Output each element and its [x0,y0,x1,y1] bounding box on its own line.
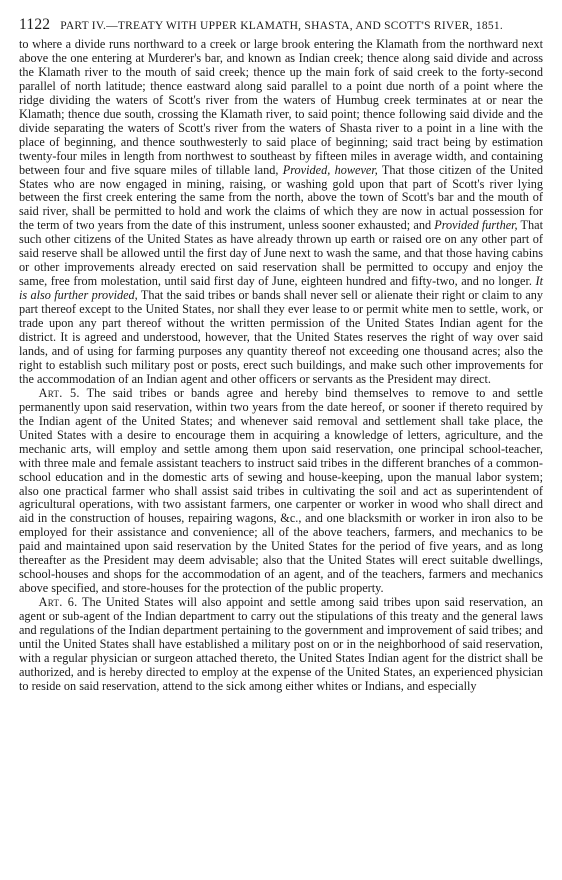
text-run: The United States will also appoint and settle among said tribes upon said reservation, an agent or sub-agent of the Indian department to carry out the stipulations of this treaty and the general laws and regulations of the Indian department pertaining to the government and improvement of said tribes; and until the United States shall have established a military post on or in the neighborhood of said reservation, with a regular physician or surgeon attached thereto, the United States Indian agent for the district shall be authorized, and is hereby directed to employ at the expense of the United States, an experienced physician to reside on said reservation, attend to the sick among either whites or Indians, and especially [19,595,543,693]
treaty-text [19,38,543,694]
text-run: That the said tribes or bands shall never sell or alienate their right or claim to any part thereof except to the United States, nor shall they ever lease to or permit white men to settle, work, or trade upon any part thereof without the written permission of the United States Indian agent for the district. It is agreed and understood, however, that the United States reserves the right of way over said lands, and of using for farming purposes any quantity thereof not exceeding one thousand acres; also the right to establish such military post or posts, erect such buildings, and make such other improvements for the accommodation of an Indian agent and other officers or servants as the President may direct. [19,288,543,386]
emphasis-text: It is also further provided, [19,274,543,303]
page-number: 1122 [19,16,51,33]
paragraph-article-6 [19,596,543,694]
emphasis-text: Provided further, [434,218,518,233]
page-header [19,12,543,38]
text-run: That those citizen of the United States who are now engaged in mining, raising, or washing gold upon that part of Scott's river lying between the first creek entering the same from the north, above the town of Scott's bar and the mouth of said river, shall be permitted to hold and work the claims of which they are now in actual possession for the term of two years from the date of this instrument, unless sooner exhausted; and [19,162,543,233]
paragraph-p1 [19,38,543,387]
running-head: PART IV.—TREATY WITH UPPER KLAMATH, SHASTA, AND SCOTT'S RIVER, 1851. [60,20,504,32]
emphasis-text: Provided, however, [282,162,378,177]
paragraph-article-5 [19,387,543,596]
text-run: That such other citizens of the United States as have already thrown up earth or raised ore on any other part of said reserve shall be allowed until the first day of June next to wash the same, and that those having cabins or other improvements already erected on said reservation shall be permitted to occupy and enjoy the same, free from molestation, until said first day of June, eighteen hundred and fifty-two, and no longer. [19,218,544,289]
article-label: Art. 5. [38,385,80,400]
article-label: Art. 6. [38,595,78,610]
text-run: to where a divide runs northward to a creek or large brook entering the Klamath from the northward next above the one entering at Murderer's bar, and known as Indian creek; thence along said divide and across the Klamath river to the mouth of said creek; thence up the main fork of said creek to the forty-second parallel of north latitude; thence eastward along said parallel to a point due north of a point where the ridge dividing the waters of Scott's river from the waters of Humbug creek terminates at or near the Klamath; thence due south, crossing the Klamath river, to said point; thence following said divide and the divide separating the waters of Scott's river from the waters of Shasta river to a point in a line with the place of beginning, and thence southwesterly to said place of beginning; said tract being by estimation twenty-four miles in length from northwest to southeast by fifteen miles in average width, and containing between four and five square miles of tillable land, [19,37,543,177]
text-run: The said tribes or bands agree and hereby bind themselves to remove to and settle permanently upon said reservation, within two years from the date hereof, or sooner if thereto required by the Indian agent of the United States; and whenever said removal and settlement shall take place, the United States with a desire to encourage them in acquiring a knowledge of letters, agriculture, and the mechanic arts, will employ and settle among them upon said reservation, one principal school-teacher, with three male and female assistant teachers to instruct said tribes in the different branches of a common-school education and in the domestic arts of sewing and house-keeping, upon the manual labor system; also one practical farmer who shall assist said tribes in cultivating the soil and act as superintendent of agricultural operations, with two assistant farmers, one carpenter or worker in wood who shall direct and aid in the construction of houses, repairing wagons, &c., and one blacksmith or worker in iron also to be employed for their assistance and convenience; all of the above teachers, farmers, and mechanics to be paid and maintained upon said reservation by the United States for the period of five years, and as long thereafter as the President may deem advisable; also that the United States will erect suitable dwellings, school-houses and shops for the accommodation of an agent, and of the teachers, farmers and mechanics above specified, and store-houses for the protection of the public property. [19,385,543,596]
